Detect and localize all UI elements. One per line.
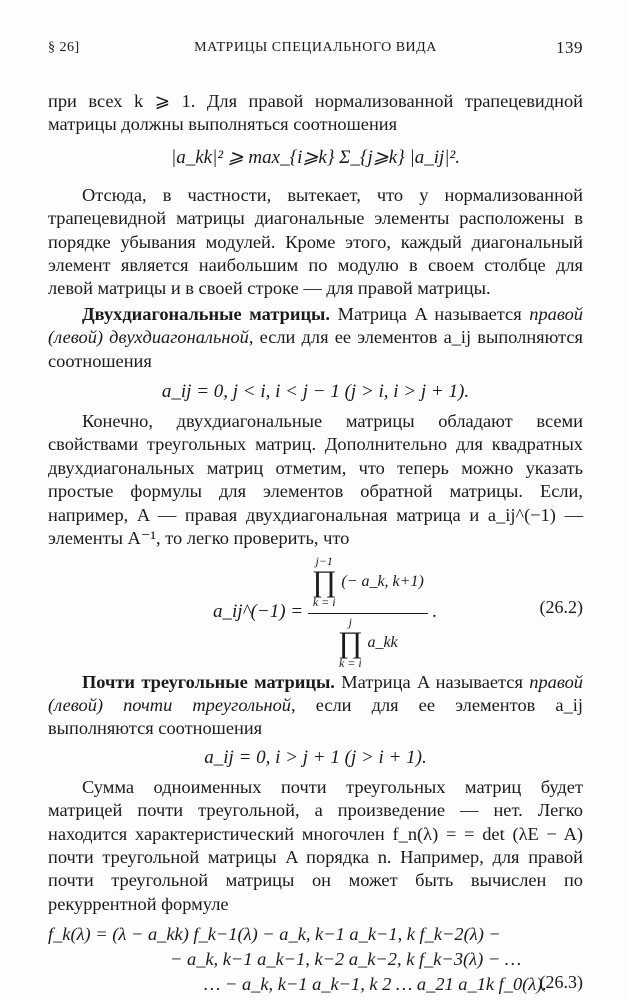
formula-1: |a_kk|² ⩾ max_{i⩾k} Σ_{j⩾k} |a_ij|². — [171, 146, 460, 168]
neartri-text-a: Матрица A называется — [334, 671, 530, 692]
eq-lhs: a_ij^(−1) = — [213, 601, 304, 622]
den-body: a_kk — [367, 633, 398, 651]
neartri-text-b: , если для ее элементов a_ij выполняются соотношения — [48, 694, 583, 739]
neartri-italic: правой (левой) почти треугольной — [48, 671, 583, 715]
paragraph-1: при всех k ⩾ 1. Для правой нормализованной трапецевидной матрицы должны выполняться соотношения — [48, 91, 583, 135]
neartri-definition — [48, 671, 583, 741]
bidiag-formula: a_ij = 0, j < i, i < j − 1 (j > i, i > j + 1). — [161, 381, 470, 403]
bidiag-text-a: Матрица A называется — [330, 303, 530, 324]
recurrence-line-2: − a_k, k−1 a_k−1, k−2 a_k−2, k f_k−3(λ) − … — [170, 949, 522, 970]
equation-label-26-2: (26.2) — [539, 596, 583, 617]
running-header — [48, 38, 583, 62]
num-body: (− a_k, k+1) — [341, 572, 424, 590]
bidiag-italic: правой (левой) двухдиагональной — [48, 303, 583, 348]
neartri-paragraph: Сумма одноименных почти треугольных матриц будет матрицей почти треугольной, а произведение — нет. Легко находится характеристический многочлен f_n(λ) = = det (λE − A) почти треугольной матрицы A порядка n. Например, для правой почти треугольной матрицы он может быть вычислен по рекуррентной формуле — [48, 776, 583, 914]
den-lower-limit: k = i — [338, 655, 362, 670]
product-symbol: ∏ — [338, 625, 363, 659]
fraction — [308, 555, 428, 670]
fraction-denominator — [308, 613, 428, 670]
bidiag-definition — [48, 303, 583, 373]
neartri-heading: Почти треугольные матрицы. — [82, 671, 335, 692]
num-upper-limit: j−1 — [315, 553, 333, 568]
page-number: 139 — [556, 38, 583, 57]
bidiag-paragraph: Конечно, двухдиагональные матрицы обладают всеми свойствами треугольных матриц. Дополнительно для квадратных двухдиагональных матриц отметим, что теперь можно указать простые формулы для элементов обратной матрицы. Если, например, A — правая двухдиагональная матрица и a_ij^(−1) — элементы A⁻¹, то легко проверить, что — [48, 411, 583, 549]
inverse-product-formula: a_ij^(−1) = j−1 ∏ k = i (− a_k, k+1) j ∏ k = i a_kk . — [213, 553, 438, 670]
recurrence-line-3: … − a_k, k−1 a_k−1, k 2 … a_21 a_1k f_0(λ). — [204, 974, 547, 995]
paragraph-2: Отсюда, в частности, вытекает, что у нормализованной трапецевидной матрицы диагональные элементы расположены в порядке убывания модулей. Кроме этого, каждый диагональный элемент является наибольшим по модулю в своем столбце для левой матрицы и в своей строке — для правой матрицы. — [48, 184, 583, 299]
recurrence-line-1: f_k(λ) = (λ − a_kk) f_k−1(λ) − a_k, k−1 a_k−1, k f_k−2(λ) − — [48, 924, 501, 945]
equation-26-3 — [48, 922, 583, 1000]
fraction-numerator — [308, 555, 428, 613]
running-title: МАТРИЦЫ СПЕЦИАЛЬНОГО ВИДА — [194, 40, 437, 55]
section-ref: § 26] — [48, 40, 80, 55]
equation-26-2 — [48, 553, 583, 670]
bidiag-text-b: , если для ее элементов a_ij выполняются соотношения — [48, 327, 583, 371]
bidiag-heading: Двухдиагональные матрицы. — [82, 303, 330, 324]
product-symbol: ∏ — [311, 564, 337, 598]
book-page — [48, 38, 583, 1000]
neartri-formula: a_ij = 0, i > j + 1 (j > i + 1). — [204, 746, 427, 768]
den-upper-limit: j — [348, 614, 353, 629]
num-lower-limit: k = i — [312, 594, 336, 609]
equation-label-26-3: (26.3) — [539, 972, 583, 993]
